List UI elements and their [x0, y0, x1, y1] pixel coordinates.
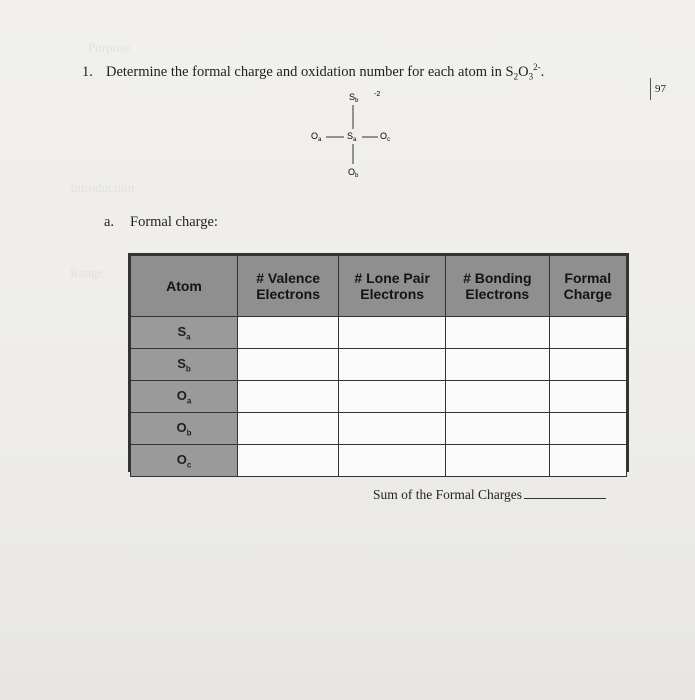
atom-cell — [131, 381, 238, 413]
table-row — [131, 349, 627, 381]
atom-subscript: a — [186, 332, 191, 342]
header-valence-electrons: # Valence Electrons — [238, 256, 339, 317]
atom-sa-label: $S_a$ — [347, 131, 357, 143]
table-row — [131, 413, 627, 445]
atom-oc-label: $O_c$ — [380, 131, 391, 143]
atom-cell — [131, 317, 238, 349]
bonding-input-cell[interactable] — [446, 413, 549, 445]
table-row — [131, 445, 627, 477]
bonding-input-cell[interactable] — [446, 445, 549, 477]
valence-input-cell[interactable] — [238, 317, 339, 349]
sum-answer-blank[interactable] — [524, 498, 606, 499]
valence-input-cell[interactable] — [238, 349, 339, 381]
atom-subscript: c — [186, 460, 192, 470]
bonding-input-cell[interactable] — [446, 381, 549, 413]
formal-charge-table — [128, 253, 629, 472]
sum-label: Sum of the Formal Charges — [373, 487, 522, 502]
header-atom: Atom — [131, 256, 238, 317]
question-number: 1. — [82, 63, 93, 80]
atom-symbol: S — [177, 323, 187, 339]
formula-o-subscript: 3 — [528, 71, 534, 82]
part-a-label: a. — [104, 214, 115, 230]
atom-cell — [131, 413, 238, 445]
atom-subscript: b — [185, 364, 191, 374]
atom-sb-label: $S_b$ — [349, 92, 359, 104]
bonding-input-cell[interactable] — [446, 349, 549, 381]
formal-charge-input-cell[interactable] — [549, 445, 626, 477]
atom-subscript: a — [186, 396, 192, 406]
part-a-title: Formal charge: — [130, 214, 218, 230]
formal-charge-input-cell[interactable] — [549, 413, 626, 445]
table-row — [131, 317, 627, 349]
bleed-through-text: Purpose — [88, 40, 130, 55]
header-lone-pair-electrons: # Lone Pair Electrons — [339, 256, 446, 317]
ion-charge-label: -2 — [374, 91, 381, 98]
bleed-through-text: Introduction — [70, 180, 135, 195]
atom-symbol: O — [176, 419, 187, 435]
lone-pair-input-cell[interactable] — [339, 413, 446, 445]
thiosulfate-structure-diagram — [300, 86, 400, 186]
question-1 — [82, 62, 544, 82]
atom-symbol: O — [176, 387, 187, 403]
part-a-heading — [104, 214, 218, 231]
formula-o: O — [518, 63, 529, 80]
table-header-row — [131, 256, 627, 317]
atom-cell — [131, 445, 238, 477]
header-formal-charge: Formal Charge — [549, 256, 626, 317]
page-number: 97 — [650, 78, 666, 100]
valence-input-cell[interactable] — [238, 381, 339, 413]
formula-s: S — [505, 63, 514, 80]
atom-symbol: O — [176, 451, 187, 467]
sum-of-formal-charges — [373, 487, 606, 503]
atom-oa-label: $O_a$ — [311, 131, 322, 143]
lone-pair-input-cell[interactable] — [339, 317, 446, 349]
atom-ob-label: $O_b$ — [348, 167, 359, 179]
lone-pair-input-cell[interactable] — [339, 381, 446, 413]
formal-charge-input-cell[interactable] — [549, 381, 626, 413]
bonding-input-cell[interactable] — [446, 317, 549, 349]
formula-period: . — [540, 63, 545, 80]
formal-charge-input-cell[interactable] — [549, 317, 626, 349]
formal-charge-input-cell[interactable] — [549, 349, 626, 381]
valence-input-cell[interactable] — [238, 413, 339, 445]
valence-input-cell[interactable] — [238, 445, 339, 477]
table-row — [131, 381, 627, 413]
lone-pair-input-cell[interactable] — [339, 349, 446, 381]
header-bonding-electrons: # Bonding Electrons — [446, 256, 549, 317]
atom-cell — [131, 349, 238, 381]
atom-symbol: S — [177, 355, 186, 371]
bleed-through-text: Range — [70, 265, 104, 280]
question-text: Determine the formal charge and oxidation number for each atom in — [106, 63, 506, 80]
atom-subscript: b — [186, 428, 192, 438]
lone-pair-input-cell[interactable] — [339, 445, 446, 477]
formula-s-subscript: 2 — [513, 71, 519, 82]
formula-charge: 2- — [533, 62, 541, 72]
